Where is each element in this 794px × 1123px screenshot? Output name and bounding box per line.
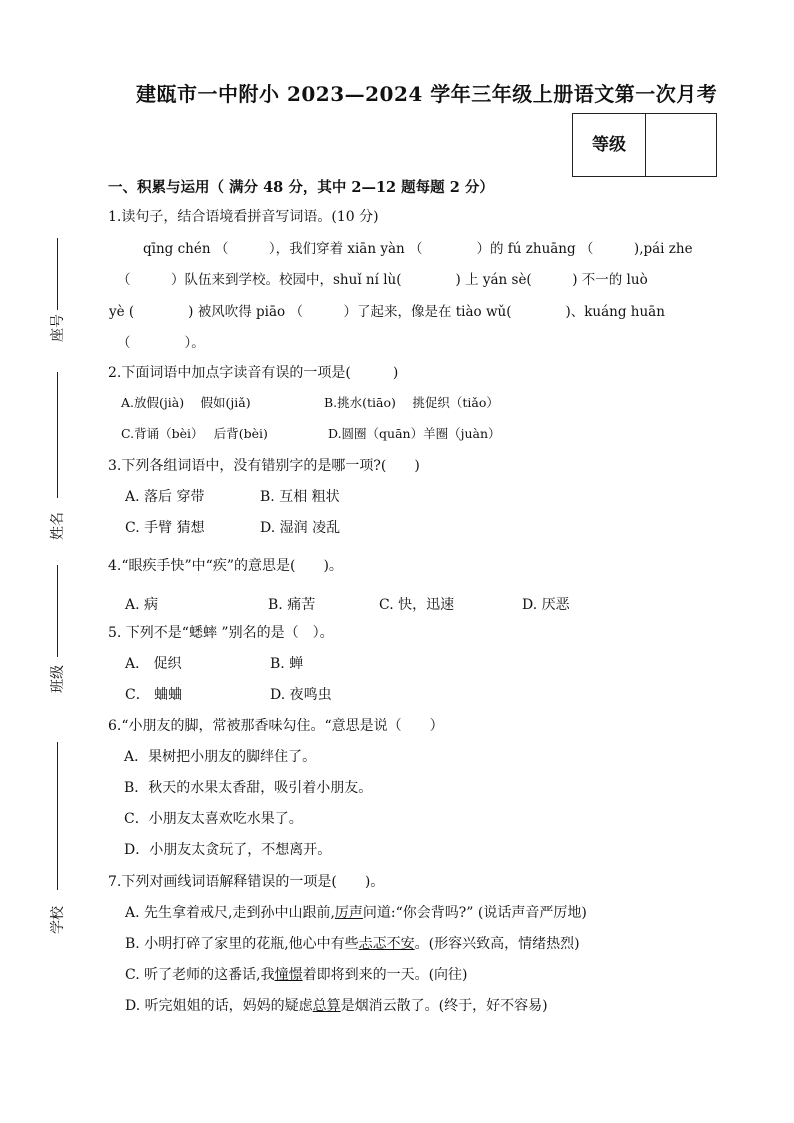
grade-box (572, 113, 717, 177)
binding-line (57, 742, 58, 890)
option-text: 着即将到来的一天。(向往) (302, 967, 468, 983)
question-2-option-a[interactable]: A.放假(jià) 假如(jiǎ) (121, 395, 251, 410)
name-label: 姓名 (50, 512, 66, 540)
question-5-option-d[interactable]: D. 夜鸣虫 (270, 687, 332, 703)
question-1-line: （ ）。 (117, 335, 205, 351)
question-3-option-d[interactable]: D. 湿润 凌乱 (260, 520, 341, 536)
question-3-option-b[interactable]: B. 互相 粗状 (260, 489, 340, 505)
exam-title: 建瓯市一中附小 2023—2024 学年三年级上册语文第一次月考 (136, 82, 718, 106)
question-1-line: （ ）队伍来到学校。校园中，shuǐ ní lù( ) 上 yán sè( ) 不一的 luò (117, 272, 648, 288)
class-label: 班级 (50, 665, 66, 693)
question-2-option-c[interactable]: C.背诵（bèi） 后背(bèi) (121, 426, 268, 441)
section-heading: 一、积累与运用（ 满分 48 分，其中 2—12 题每题 2 分） (108, 179, 494, 196)
seat-label: 座号 (50, 314, 66, 342)
question-5-stem: 5. 下列不是“蟋蟀 ”别名的是（ ）。 (108, 625, 334, 641)
question-1-stem: 1.读句子，结合语境看拼音写词语。(10 分) (108, 209, 379, 225)
question-4-stem: 4.“眼疾手快”中“疾”的意思是( )。 (108, 558, 343, 574)
question-1-line: qīng chén （ ），我们穿着 xiān yàn （ ）的 fú zhuāng （ ),pái zhe (143, 241, 693, 257)
question-5-option-c[interactable]: C． 蛐蛐 (125, 687, 183, 703)
question-5-option-b[interactable]: B. 蝉 (270, 656, 304, 672)
question-2-stem: 2.下面词语中加点字读音有误的一项是( ) (108, 365, 399, 381)
option-text: A. 先生拿着戒尺,走到孙中山跟前, (125, 905, 335, 921)
binding-line (57, 238, 58, 310)
question-6-option-d[interactable]: D．小朋友太贪玩了，不想离开。 (124, 842, 332, 858)
question-3-option-c[interactable]: C. 手臂 猜想 (125, 520, 205, 536)
question-6-option-c[interactable]: C．小朋友太喜欢吃水果了。 (124, 811, 303, 827)
option-text: 问道:“你会背吗?” (说话声音严厉地) (362, 905, 587, 921)
question-2-option-b[interactable]: B.挑水(tiāo) 挑促织（tiǎo） (324, 395, 499, 410)
underlined-word: 厉声 (334, 905, 363, 921)
question-1-line: yè ( ) 被风吹得 piāo （ ）了起来，像是在 tiào wǔ( )、kuáng huān (109, 304, 665, 320)
option-text: 是烟消云散了。(终于，好不容易) (340, 998, 548, 1014)
underlined-word: 忐忑不安 (358, 936, 415, 952)
question-4-option-d[interactable]: D. 厌恶 (522, 597, 570, 613)
question-6-option-b[interactable]: B．秋天的水果太香甜，吸引着小朋友。 (124, 780, 373, 796)
question-7-option-c[interactable] (125, 964, 468, 984)
grade-label: 等级 (573, 114, 646, 176)
question-7-option-a[interactable] (125, 902, 587, 922)
underlined-word: 总算 (312, 998, 341, 1014)
underlined-word: 憧憬 (274, 967, 303, 983)
question-7-option-b[interactable] (125, 933, 580, 953)
question-4-option-c[interactable]: C. 快，迅速 (379, 597, 455, 613)
question-3-option-a[interactable]: A. 落后 穿带 (125, 489, 205, 505)
question-5-option-a[interactable]: A． 促织 (125, 656, 182, 672)
question-3-stem: 3.下列各组词语中，没有错别字的是哪一项?( ) (108, 458, 420, 474)
binding-line (57, 565, 58, 657)
question-6-stem: 6.“小朋友的脚，常被那香味勾住。“意思是说（ ） (108, 718, 444, 734)
question-4-option-a[interactable]: A. 病 (125, 597, 159, 613)
question-2-option-d[interactable]: D.圆圈（quān）羊圈（juàn） (328, 426, 501, 441)
question-4-option-b[interactable]: B. 痛苦 (268, 597, 316, 613)
option-text: D. 听完姐姐的话，妈妈的疑虑 (125, 998, 313, 1014)
question-7-option-d[interactable] (125, 995, 548, 1015)
question-7-stem: 7.下列对画线词语解释错误的一项是( )。 (108, 874, 385, 890)
school-label: 学校 (50, 906, 66, 934)
grade-value-field[interactable] (646, 114, 716, 176)
option-text: 。(形容兴致高，情绪热烈) (414, 936, 580, 952)
option-text: B. 小明打碎了家里的花瓶,他心中有些 (125, 936, 359, 952)
question-6-option-a[interactable]: A．果树把小朋友的脚绊住了。 (124, 749, 317, 765)
binding-line (57, 372, 58, 498)
option-text: C. 听了老师的这番话,我 (125, 967, 275, 983)
